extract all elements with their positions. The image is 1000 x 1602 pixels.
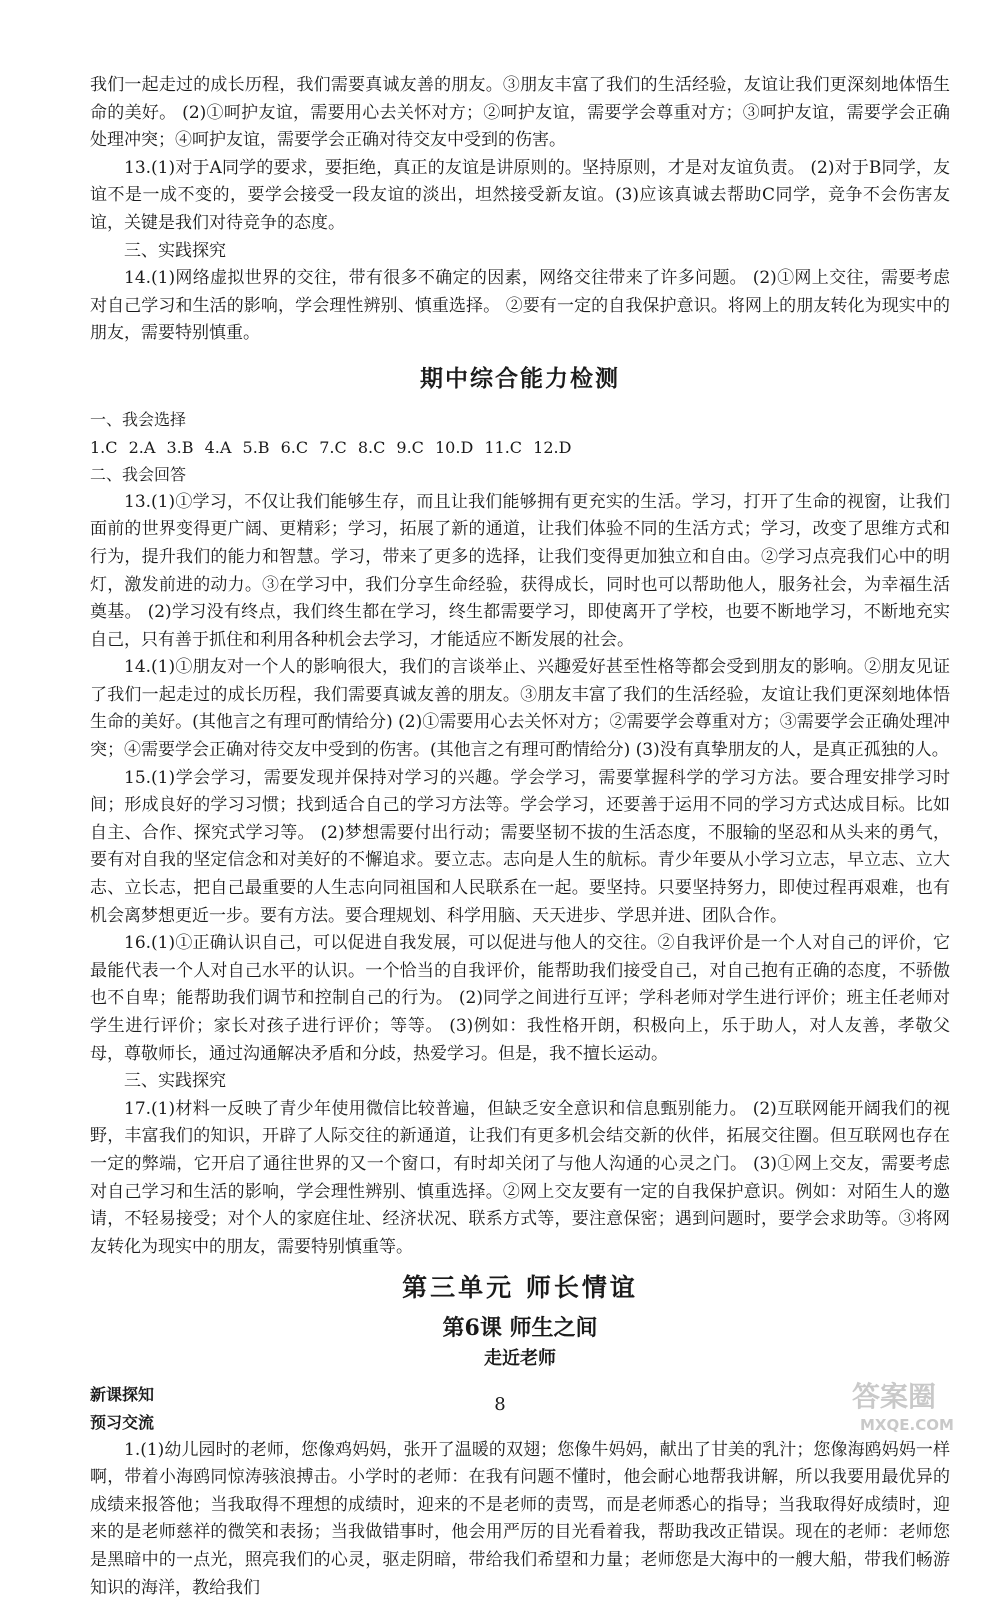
section-heading-answer: 二、我会回答: [90, 465, 187, 485]
watermark-text: 答案圈: [852, 1380, 937, 1413]
unit-title: 第三单元 师长情谊: [402, 1273, 638, 1303]
answer-14: 14.(1)网络虚拟世界的交往，带有很多不确定的因素，网络交往带来了许多问题。 (2)①网上交往，需要考虑对自己学习和生活的影响，学会理性辨别、慎重选择。 ②要有一定的自我保护意识。将网上的朋友转化为现实中的朋友，需要特别慎重。: [90, 268, 950, 344]
section-heading-practice-2: 三、实践探究: [124, 1071, 226, 1092]
lesson-subtitle: 走近老师: [484, 1348, 556, 1370]
preview-answer-1: 1.(1)幼儿园时的老师，您像鸡妈妈，张开了温暖的双翅；您像牛妈妈，献出了甘美的乳汁；您像海鸥妈妈一样啊，带着小海鸥同惊涛骇浪搏击。小学时的老师：在我有问题不懂时，他会耐心地帮我讲解，所以我要用最优异的成绩来报答他；当我取得不理想的成绩时，迎来的不是老师的责骂，而是老师悉心的指导；当我取得好成绩时，迎来的是老师慈祥的微笑和表扬；当我做错事时，他会用严厉的目光看着我，帮助我改正错误。现在的老师：老师您是黑暗中的一点光，照亮我们的心灵，驱走阴暗，带给我们希望和力量；老师您是大海中的一艘大船，带我们畅游知识的海洋，教给我们: [90, 1439, 950, 1598]
paragraph-continuation: 我们一起走过的成长历程，我们需要真诚友善的朋友。③朋友丰富了我们的生活经验，友谊让我们更深刻地体悟生命的美好。 (2)①呵护友谊，需要用心去关怀对方；②呵护友谊，需要学会尊重对方；③呵护友谊，需要学会正确处理冲突；④呵护友谊，需要学会正确对待交友中受到的伤害。: [90, 75, 950, 151]
midterm-answer-15: 15.(1)学会学习，需要发现并保持对学习的兴趣。学会学习，需要掌握科学的学习方法。要合理安排学习时间；形成良好的学习习惯；找到适合自己的学习方法等。学会学习，还要善于运用不同的学习方式达成目标。比如自主、合作、探究式学习等。 (2)梦想需要付出行动；需要坚韧不拔的生活态度，不服输的坚忍和从头来的勇气，要有对自我的坚定信念和对美好的不懈追求。要立志。志向是人生的航标。青少年要从小学习立志，早立志、立大志、立长志，把自己最重要的人生志向同祖国和人民联系在一起。要坚持。只要坚持努力，即使过程再艰难，也有机会离梦想更近一步。要有方法。要合理规划、科学用脑、天天进步、学思并进、团队合作。: [90, 767, 950, 926]
label-new-lesson: 新课探知: [90, 1385, 155, 1405]
page-number: 8: [494, 1394, 506, 1415]
label-preview: 预习交流: [90, 1412, 155, 1432]
section-heading-choice: 一、我会选择: [90, 409, 187, 429]
watermark-logo: [846, 1370, 986, 1440]
midterm-answer-17: 17.(1)材料一反映了青少年使用微信比较普遍，但缺乏安全意识和信息甄别能力。 (2)互联网能开阔我们的视野，丰富我们的知识，开辟了人际交往的新通道，让我们有更多机会结交新的伙伴，拓展交往圈。但互联网也存在一定的弊端，它开启了通往世界的又一个窗口，有时却关闭了与他人沟通的心灵之门。 (3)①网上交友，需要考虑对自己学习和生活的影响，学会理性辨别、慎重选择。②网上交友要有一定的自我保护意识。例如：对陌生人的邀请，不轻易接受；对个人的家庭住址、经济状况、联系方式等，要注意保密；遇到问题时，要学会求助等。③将网友转化为现实中的朋友，需要特别慎重等。: [90, 1098, 950, 1257]
midterm-answer-14: 14.(1)①朋友对一个人的影响很大，我们的言谈举止、兴趣爱好甚至性格等都会受到朋友的影响。②朋友见证了我们一起走过的成长历程，我们需要真诚友善的朋友。③朋友丰富了我们的生活经验，友谊让我们更深刻地体悟生命的美好。(其他言之有理可酌情给分) (2)①需要用心去关怀对方；②需要学会尊重对方；③需要学会正确处理冲突；④需要学会正确对待交友中受到的伤害。(其他言之有理可酌情给分) (3)没有真挚朋友的人，是真正孤独的人。: [90, 657, 950, 761]
lesson-title: 第6课 师生之间: [442, 1315, 598, 1342]
page-content: [90, 72, 950, 1602]
choice-answers: 1.C 2.A 3.B 4.A 5.B 6.C 7.C 8.C 9.C 10.D 11.C 12.D: [90, 437, 572, 457]
section-heading-practice: 三、实践探究: [124, 240, 226, 261]
watermark-url: MXQE.COM: [860, 1416, 954, 1434]
answer-13: 13.(1)对于A同学的要求，要拒绝，真正的友谊是讲原则的。坚持原则，才是对友谊负责。 (2)对于B同学，友谊不是一成不变的，要学会接受一段友谊的淡出，坦然接受新友谊。(3)应该真诚去帮助C同学，竞争不会伤害友谊，关键是我们对待竞争的态度。: [90, 157, 950, 233]
midterm-answer-16: 16.(1)①正确认识自己，可以促进自我发展，可以促进与他人的交往。②自我评价是一个人对自己的评价，它最能代表一个人对自己水平的认识。一个恰当的自我评价，能帮助我们接受自己，对自己抱有正确的态度，不骄傲也不自卑；能帮助我们调节和控制自己的行为。 (2)同学之间进行互评；学科老师对学生进行评价；班主任老师对学生进行评价；家长对孩子进行评价；等等。 (3)例如：我性格开朗，积极向上，乐于助人，对人友善，孝敬父母，尊敬师长，通过沟通解决矛盾和分歧，热爱学习。但是，我不擅长运动。: [90, 933, 950, 1064]
midterm-answer-13: 13.(1)①学习，不仅让我们能够生存，而且让我们能够拥有更充实的生活。学习，打开了生命的视窗，让我们面前的世界变得更广阔、更精彩；学习，拓展了新的通道，让我们体验不同的生活方式；学习，改变了思维方式和行为，提升我们的能力和智慧。学习，带来了更多的选择，让我们变得更加独立和自由。②学习点亮我们心中的明灯，激发前进的动力。③在学习中，我们分享生命经验，获得成长，同时也可以帮助他人，服务社会，为幸福生活奠基。 (2)学习没有终点，我们终生都在学习，终生都需要学习，即使离开了学校，也要不断地学习，不断地充实自己，只有善于抓住和利用各种机会去学习，才能适应不断发展的社会。: [90, 491, 950, 650]
midterm-title: 期中综合能力检测: [420, 364, 620, 392]
